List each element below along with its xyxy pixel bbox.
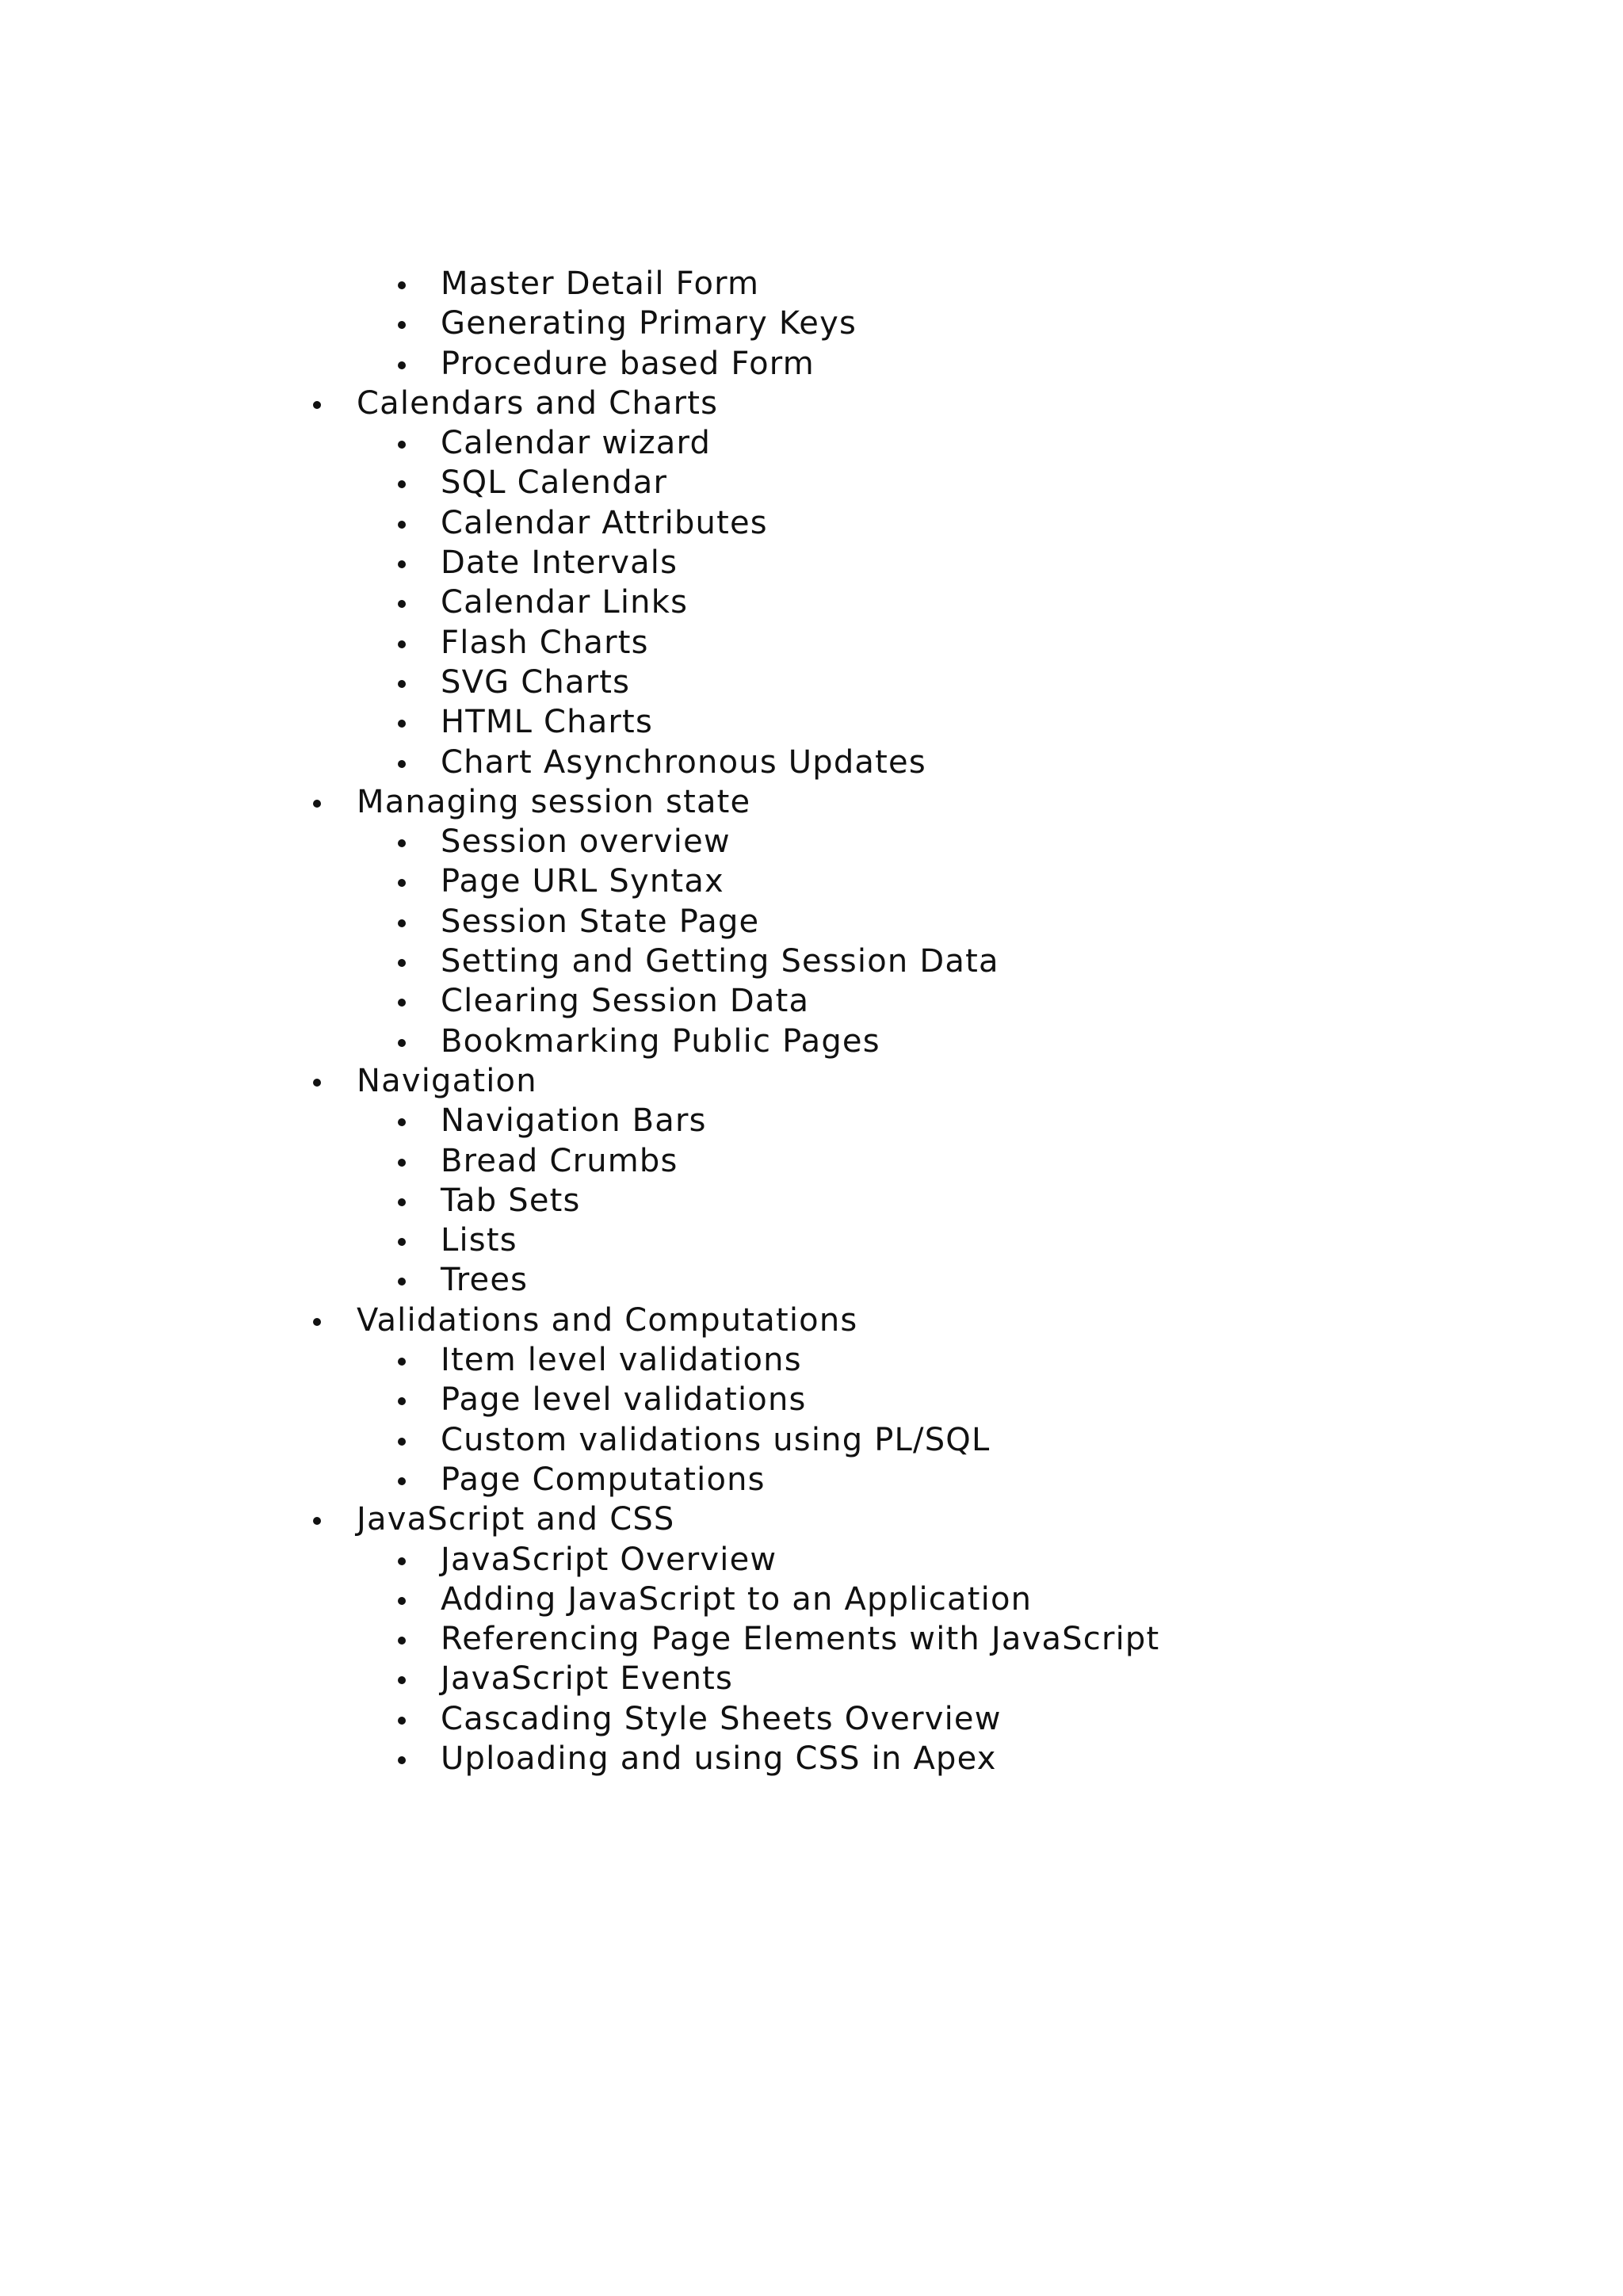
bullet-icon (398, 1717, 406, 1725)
bullet-icon (313, 401, 321, 409)
subtopic-label: Date Intervals (441, 544, 678, 582)
subtopic-label: SVG Charts (441, 663, 631, 701)
bullet-icon (398, 1557, 406, 1565)
subtopic-label: Adding JavaScript to an Application (441, 1580, 1033, 1618)
bullet-icon (398, 1198, 406, 1206)
subtopic-label: JavaScript Events (441, 1660, 734, 1698)
bullet-icon (398, 321, 406, 329)
subtopic-label: Clearing Session Data (441, 983, 810, 1020)
subtopic-label: Calendar wizard (441, 425, 712, 462)
bullet-icon (313, 1079, 321, 1087)
subtopic-label: Item level validations (441, 1342, 802, 1379)
bullet-icon (398, 1278, 406, 1286)
bullet-icon (398, 1118, 406, 1126)
bullet-icon (398, 560, 406, 568)
section-label: Validations and Computations (357, 1301, 858, 1339)
subtopic-label: Session overview (441, 823, 731, 861)
bullet-icon (398, 441, 406, 449)
bullet-icon (313, 800, 321, 808)
subtopic-label: Trees (441, 1262, 529, 1299)
subtopic-label: Procedure based Form (441, 345, 815, 382)
bullet-icon (398, 281, 406, 289)
subtopic-label: JavaScript Overview (441, 1541, 777, 1578)
subtopic-label: Setting and Getting Session Data (441, 943, 999, 980)
subtopic-label: Referencing Page Elements with JavaScript (441, 1621, 1160, 1658)
subtopic-label: Chart Asynchronous Updates (441, 743, 926, 781)
subtopic-label: Bread Crumbs (441, 1142, 678, 1179)
bullet-icon (398, 1159, 406, 1167)
subtopic-label: Calendar Links (441, 584, 689, 621)
subtopic-label: Page Computations (441, 1461, 766, 1498)
bullet-icon (398, 879, 406, 887)
bullet-icon (398, 640, 406, 648)
subtopic-label: Uploading and using CSS in Apex (441, 1740, 997, 1777)
section-label: Calendars and Charts (357, 384, 719, 422)
subtopic-label: Lists (441, 1222, 517, 1259)
subtopic-label: Page URL Syntax (441, 863, 724, 900)
bullet-icon (398, 1756, 406, 1764)
bullet-icon (398, 1477, 406, 1485)
bullet-icon (398, 760, 406, 768)
bullet-icon (398, 1676, 406, 1684)
bullet-icon (398, 1238, 406, 1246)
bullet-icon (398, 480, 406, 488)
bullet-icon (398, 1039, 406, 1047)
section-label: Managing session state (357, 783, 751, 820)
subtopic-label: Master Detail Form (441, 266, 760, 302)
bullet-icon (398, 1438, 406, 1446)
bullet-icon (398, 521, 406, 529)
subtopic-label: Generating Primary Keys (441, 305, 857, 342)
subtopic-label: Bookmarking Public Pages (441, 1022, 880, 1060)
bullet-icon (398, 600, 406, 608)
subtopic-label: Calendar Attributes (441, 504, 768, 541)
section-label: Navigation (357, 1062, 537, 1099)
bullet-icon (398, 1597, 406, 1605)
bullet-icon (398, 999, 406, 1007)
bullet-icon (398, 959, 406, 967)
subtopic-label: Cascading Style Sheets Overview (441, 1700, 1002, 1737)
subtopic-label: Flash Charts (441, 624, 649, 661)
bullet-icon (313, 1517, 321, 1525)
bullet-icon (398, 919, 406, 927)
bullet-icon (398, 361, 406, 369)
subtopic-label: Navigation Bars (441, 1102, 707, 1140)
bullet-icon (313, 1318, 321, 1326)
subtopic-label: Page level validations (441, 1381, 807, 1419)
subtopic-label: Custom validations using PL/SQL (441, 1421, 991, 1458)
subtopic-label: SQL Calendar (441, 464, 668, 502)
subtopic-label: Session State Page (441, 903, 760, 940)
bullet-icon (398, 839, 406, 847)
bullet-icon (398, 1358, 406, 1366)
bullet-icon (398, 720, 406, 728)
bullet-icon (398, 1397, 406, 1405)
bullet-icon (398, 680, 406, 688)
subtopic-label: HTML Charts (441, 704, 653, 741)
section-label: JavaScript and CSS (357, 1501, 675, 1538)
bullet-icon (398, 1637, 406, 1645)
subtopic-label: Tab Sets (441, 1182, 581, 1219)
